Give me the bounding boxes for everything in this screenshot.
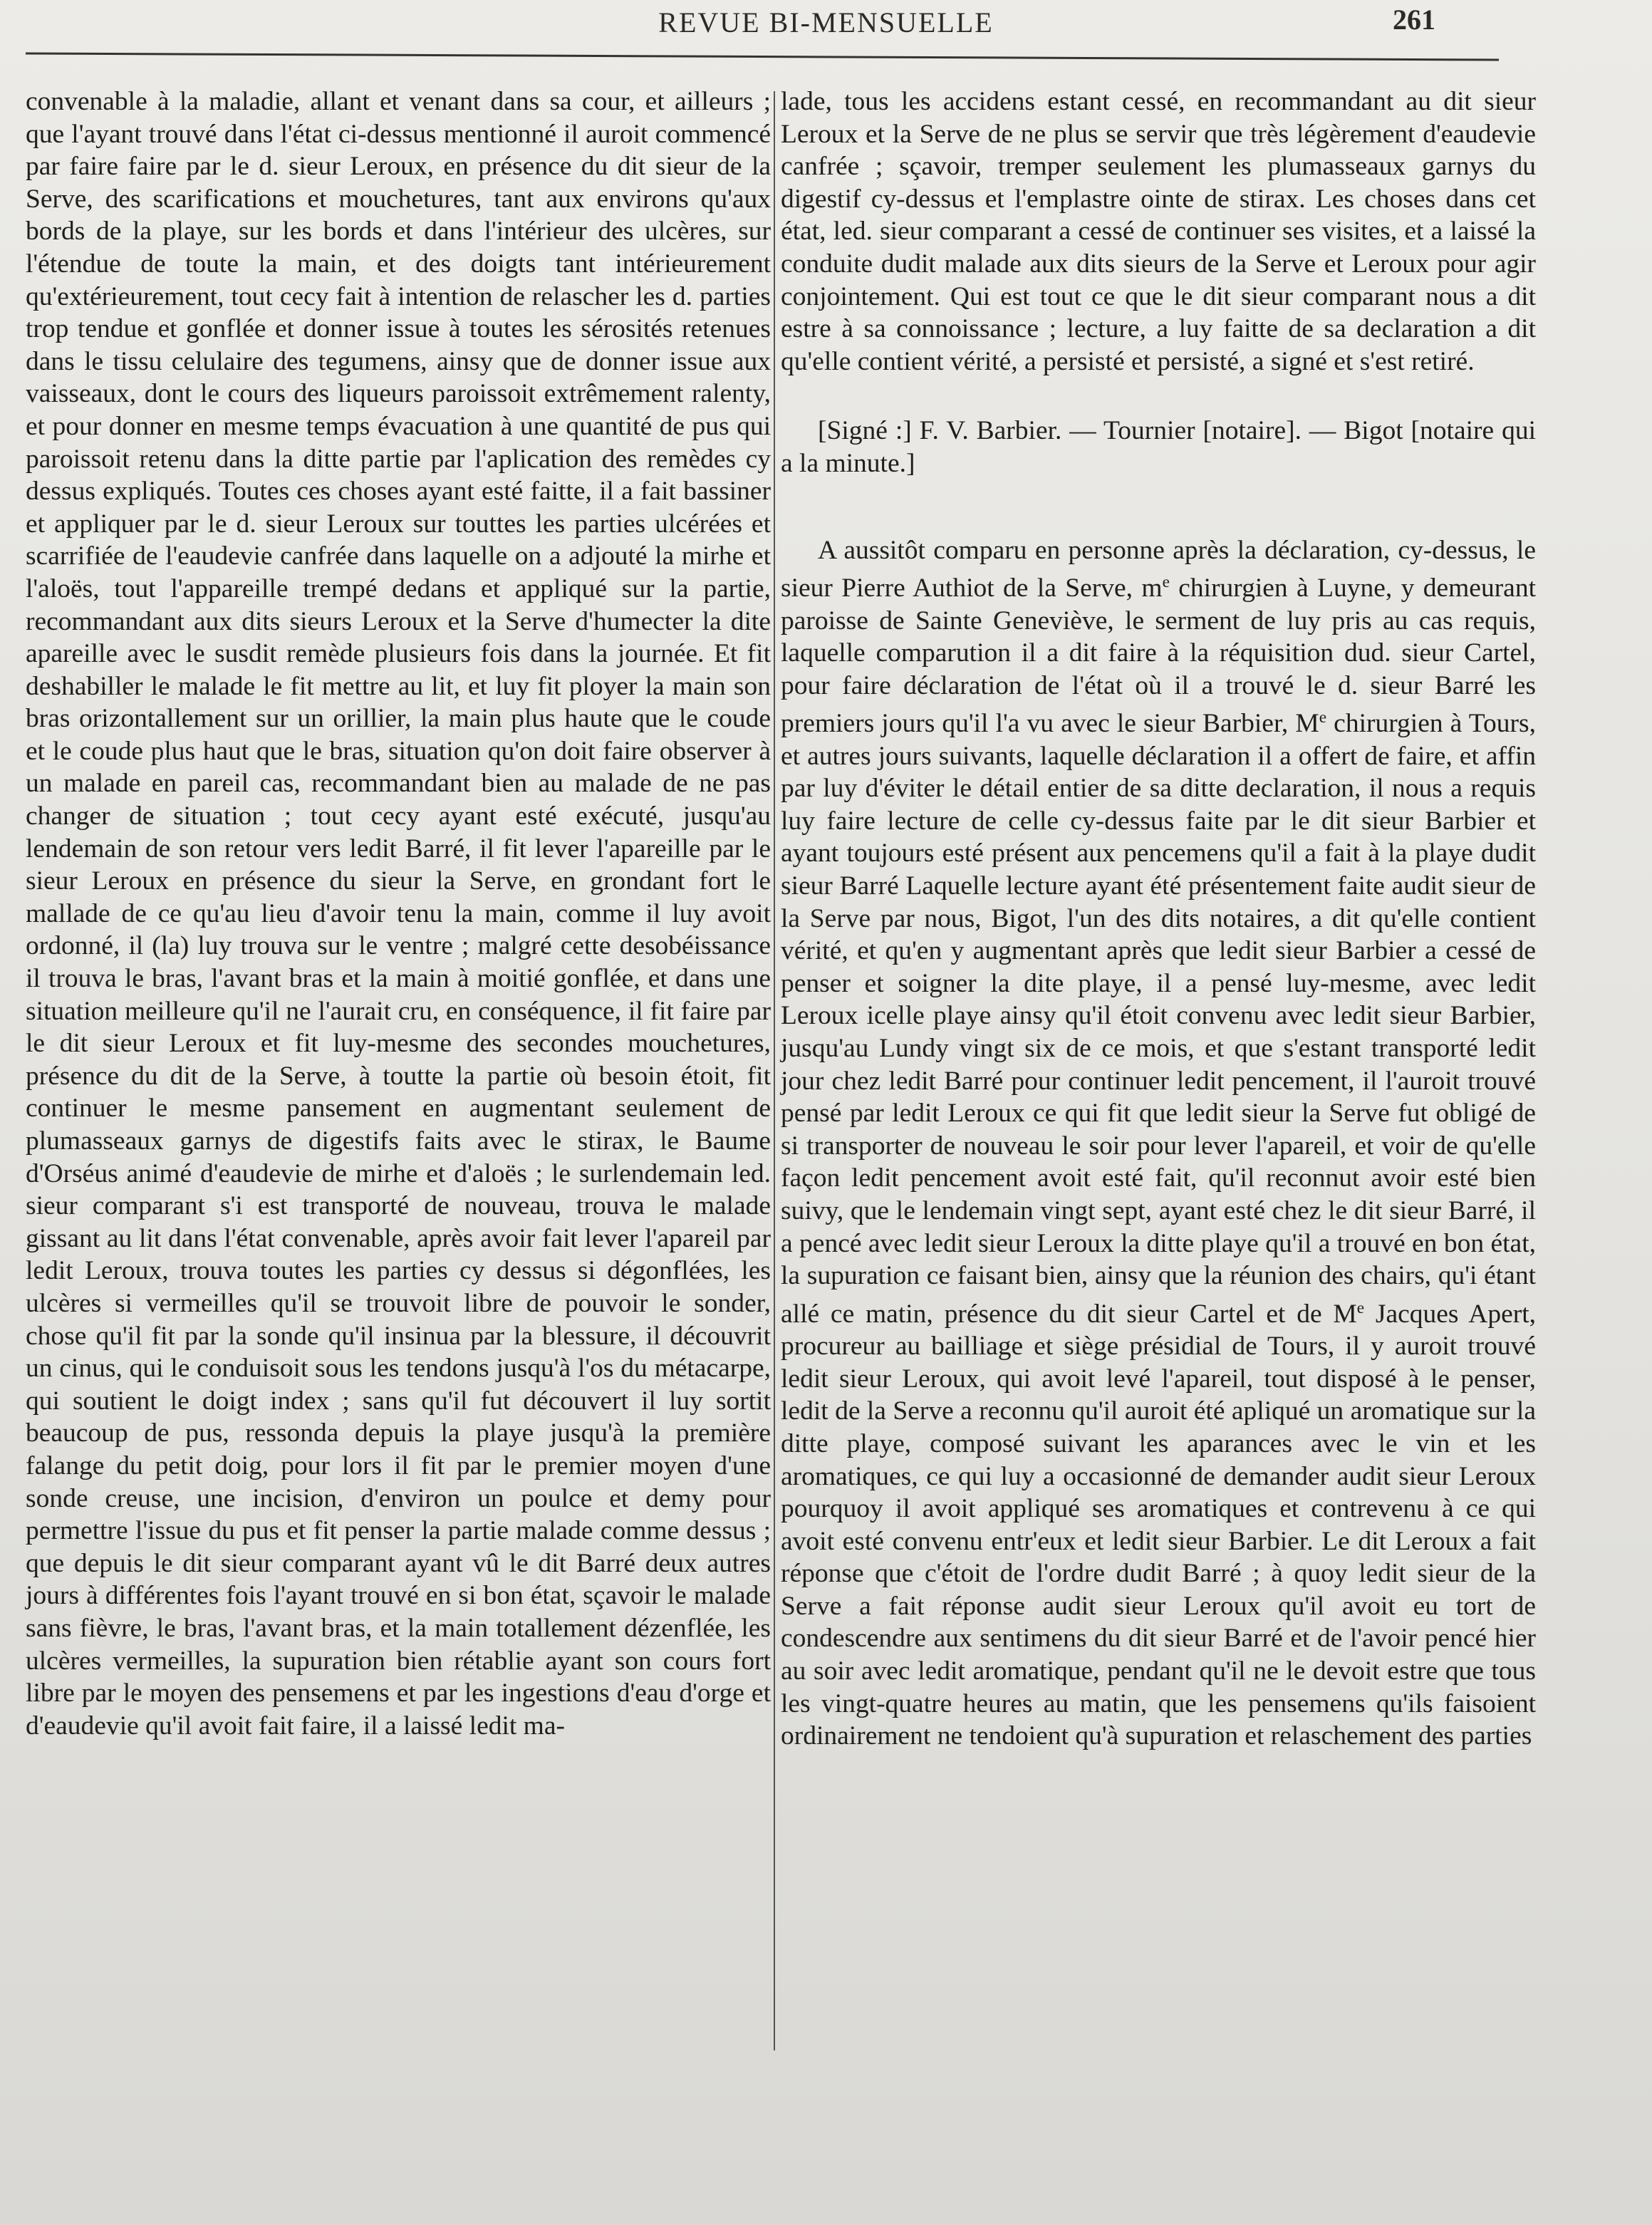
deposition-text-part-3: chirurgien à Tours, et autres jours suivants, laquelle déclaration il a offert de faire, et affin par luy d'éviter le détail entier de sa ditte declaration, il nous a requis luy faire lecture de celle cy-dessus faite par le dit sieur Barbier et ayant toujours esté présent aux pencemens qu'il a fait à la playe dudit sieur Barré Laquelle lecture ayant été présentement faite audit sieur de la Serve par nous, Bigot, l'un des dits notaires, a dit qu'elle contient vérité, et qu'en y augmentant après que ledit sieur Barbier a cessé de penser et soigner la dite playe, il a pensé luy-mesme, avec ledit Leroux icelle playe ainsy qu'il étoit convenu avec ledit sieur Barbier, jusqu'au Lundy vingt six de ce mois, et que s'estant transporté ledit jour chez ledit Barré pour continuer ledit pencement, il l'auroit trouvé pensé par ledit Leroux ce qui fit que ledit sieur la Serve fut obligé de si transporter de nouveau le soir pour lever l'apareil, et voir de qu'elle façon ledit pencement avoit esté fait, qu'il reconnut avoir esté bien suivy, que le lendemain vingt sept, ayant esté chez le dit sieur Barré, il a pencé avec ledit sieur Leroux la ditte playe qu'il a trouvé en bon état, la supuration ce faisant bien, ainsy que la réunion des chairs, qu'i étant allé ce matin, présence du dit sieur Cartel et de M — [781, 709, 1536, 1329]
right-paragraph-continuation: lade, tous les accidens estant cessé, en recommandant au dit sieur Leroux et la Serve de ne plus se servir que très légèrement d'eaudevie canfrée ; sçavoir, tremper seulement les plumasseaux garnys du digestif cy-dessus et l'emplastre ointe de stirax. Les choses dans cet état, led. sieur comparant a cessé de continuer ses visites, et a laissé la conduite dudit malade aux dits sieurs de la Serve et Leroux pour agir conjointement. Qui est tout ce que le dit sieur comparant nous a dit estre à sa connoissance ; lecture, a luy faitte de sa declaration a dit qu'elle contient vérité, a persisté et persisté, a signé et s'est retiré. — [781, 87, 1536, 376]
header-rule — [26, 52, 1499, 61]
superscript: e — [1162, 573, 1170, 592]
right-paragraph-deposition — [781, 534, 1536, 1753]
superscript: e — [1319, 708, 1327, 727]
deposition-text-part-1: A aussitôt comparu en personne après la déclaration, cy-dessus, le sieur Pierre Authiot de la Serve, m — [781, 535, 1536, 603]
signature-line: [Signé :] F. V. Barbier. — Tournier [notaire]. — Bigot [notaire qui a la minute.] — [781, 416, 1536, 478]
left-paragraph: convenable à la maladie, allant et venant dans sa cour, et ailleurs ; que l'ayant trouvé dans l'état ci-dessus mentionné il auroit commencé par faire faire par le d. sieur Leroux, en présence du dit sieur de la Serve, des scarifications et mouchetures, tant aux environs qu'aux bords de la playe, sur les bords et dans l'intérieur des ulcères, sur l'étendue de toute la main, et des doigts tant intérieurement qu'extérieurement, tout cecy fait à intention de relascher les d. parties trop tendue et gonflée et donner issue à toutes les sérosités retenues dans le tissu celulaire des tegumens, ainsy que de donner issue aux vaisseaux, dont le cours des liqueurs paroissoit extrêmement ralenty, et pour donner en mesme temps évacuation à une quantité de pus qui paroissoit retenu dans la ditte partie par l'aplication des remèdes cy dessus expliqués. Toutes ces choses ayant esté faitte, il a fait bassiner et appliquer par le d. sieur Leroux sur touttes les parties ulcérées et scarrifiée de l'eaudevie canfrée dans laquelle on a adjouté la mirhe et l'aloës, tout l'appareille trempé dedans et appliqué sur la partie, recommandant aux dits sieurs Leroux et la Serve d'humecter la dite apareille avec le susdit remède plusieurs fois dans la journée. Et fit deshabiller le malade le fit mettre au lit, et luy fit ployer la main son bras orizontallement sur un orillier, la main plus haute que le coude et le coude plus haut que le bras, situation qu'on doit faire observer à un malade en pareil cas, recommandant bien au malade de ne pas changer de situation ; tout cecy ayant esté exécuté, jusqu'au lendemain de son retour vers ledit Barré, il fit lever l'apareille par le sieur Leroux en présence du sieur la Serve, en grondant fort le mallade de ce qu'au lieu d'avoir tenu la main, comme il luy avoit ordonné, il (la) luy trouva sur le ventre ; malgré cette desobéissance il trouva le bras, l'avant bras et la main à moitié gonflée, et dans une situation meilleure qu'il ne l'aurait cru, en conséquence, il fit faire par le dit sieur Leroux et fit luy-mesme des secondes mouchetures, présence du dit de la Serve, à toutte la partie où besoin étoit, fit continuer le mesme pansement en augmentant seulement de plumasseaux garnys de digestifs faits avec le stirax, le Baume d'Orséus animé d'eaudevie de mirhe et d'aloës ; le surlendemain led. sieur comparant s'i est transporté de nouveau, trouva le malade gissant au lit dans l'état convenable, après avoir fait lever l'apareil par ledit Leroux, trouva toutes les parties cy dessus si dégonflées, les ulcères si vermeilles qu'il se trouvoit libre de pouvoir le sonder, chose qu'il fit par la sonde qu'il insinua par la blessure, il découvrit un cinus, qui le conduisoit sous les tendons jusqu'à l'os du métacarpe, qui soutient le doigt index ; sans qu'il fut découvert il luy sortit beaucoup de pus, ressonda depuis la playe jusqu'à la première falange du petit doig, pour lors il fit par le premier moyen d'une sonde creuse, une incision, d'environ un poulce et demy pour permettre l'issue du pus et fit penser la partie malade comme dessus ; que depuis le dit sieur comparant ayant vû le dit Barré deux autres jours à différentes fois l'ayant trouvé en si bon état, sçavoir le malade sans fièvre, le bras, l'avant bras, et la main totallement dézenflée, les ulcères vermeilles, la supuration bien rétablie ayant son cours fort libre par le moyen des pensemens et par les ingestions d'eau d'orge et d'eaudevie qu'il avoit fait faire, il a laissé ledit ma- — [26, 87, 771, 1741]
page-number: 261 — [1393, 4, 1435, 36]
deposition-text-part-2: chirurgien à Luyne, y demeurant paroisse de Sainte Geneviève, le serment de luy pris au cas requis, laquelle comparution il a dit faire à la réquisition dud. sieur Cartel, pour faire déclaration de l'état où il a trouvé le d. sieur Barré les premiers jours qu'il l'a vu avec le sieur Barbier, M — [781, 573, 1536, 739]
column-divider — [774, 91, 775, 2050]
right-column — [781, 85, 1536, 1753]
superscript: e — [1356, 1298, 1365, 1317]
deposition-text-part-4: Jacques Apert, procureur au bailliage et siège présidial de Tours, il y auroit trouvé ledit sieur Leroux, qui avoit levé l'apareil, tout disposé à le penser, ledit de la Serve a reconnu qu'il auroit été apliqué un aromatique sur la ditte playe, composé suivant les aparances avec le vin et les aromatiques, ce qui luy a occasionné de demander audit sieur Leroux pourquoy il avoit appliqué ses aromatiques et contrevenu à ce qui avoit esté convenu entr'eux et ledit sieur Barbier. Le dit Leroux a fait réponse que c'étoit de l'ordre dudit Barré ; à quoy ledit sieur de la Serve a fait réponse audit sieur Leroux qu'il avoit eu tort de condescendre aux sentimens du dit sieur Barré et de l'avoir pencé hier au soir avec ledit aromatique, pendant qu'il ne le devoit estre que tous les vingt-quatre heures au matin, que les pensemens qu'ils faisoient ordinairement ne tendoient qu'à supuration et relaschement des parties — [781, 1299, 1537, 1751]
running-title: REVUE BI-MENSUELLE — [658, 6, 994, 38]
left-column — [26, 85, 771, 1742]
